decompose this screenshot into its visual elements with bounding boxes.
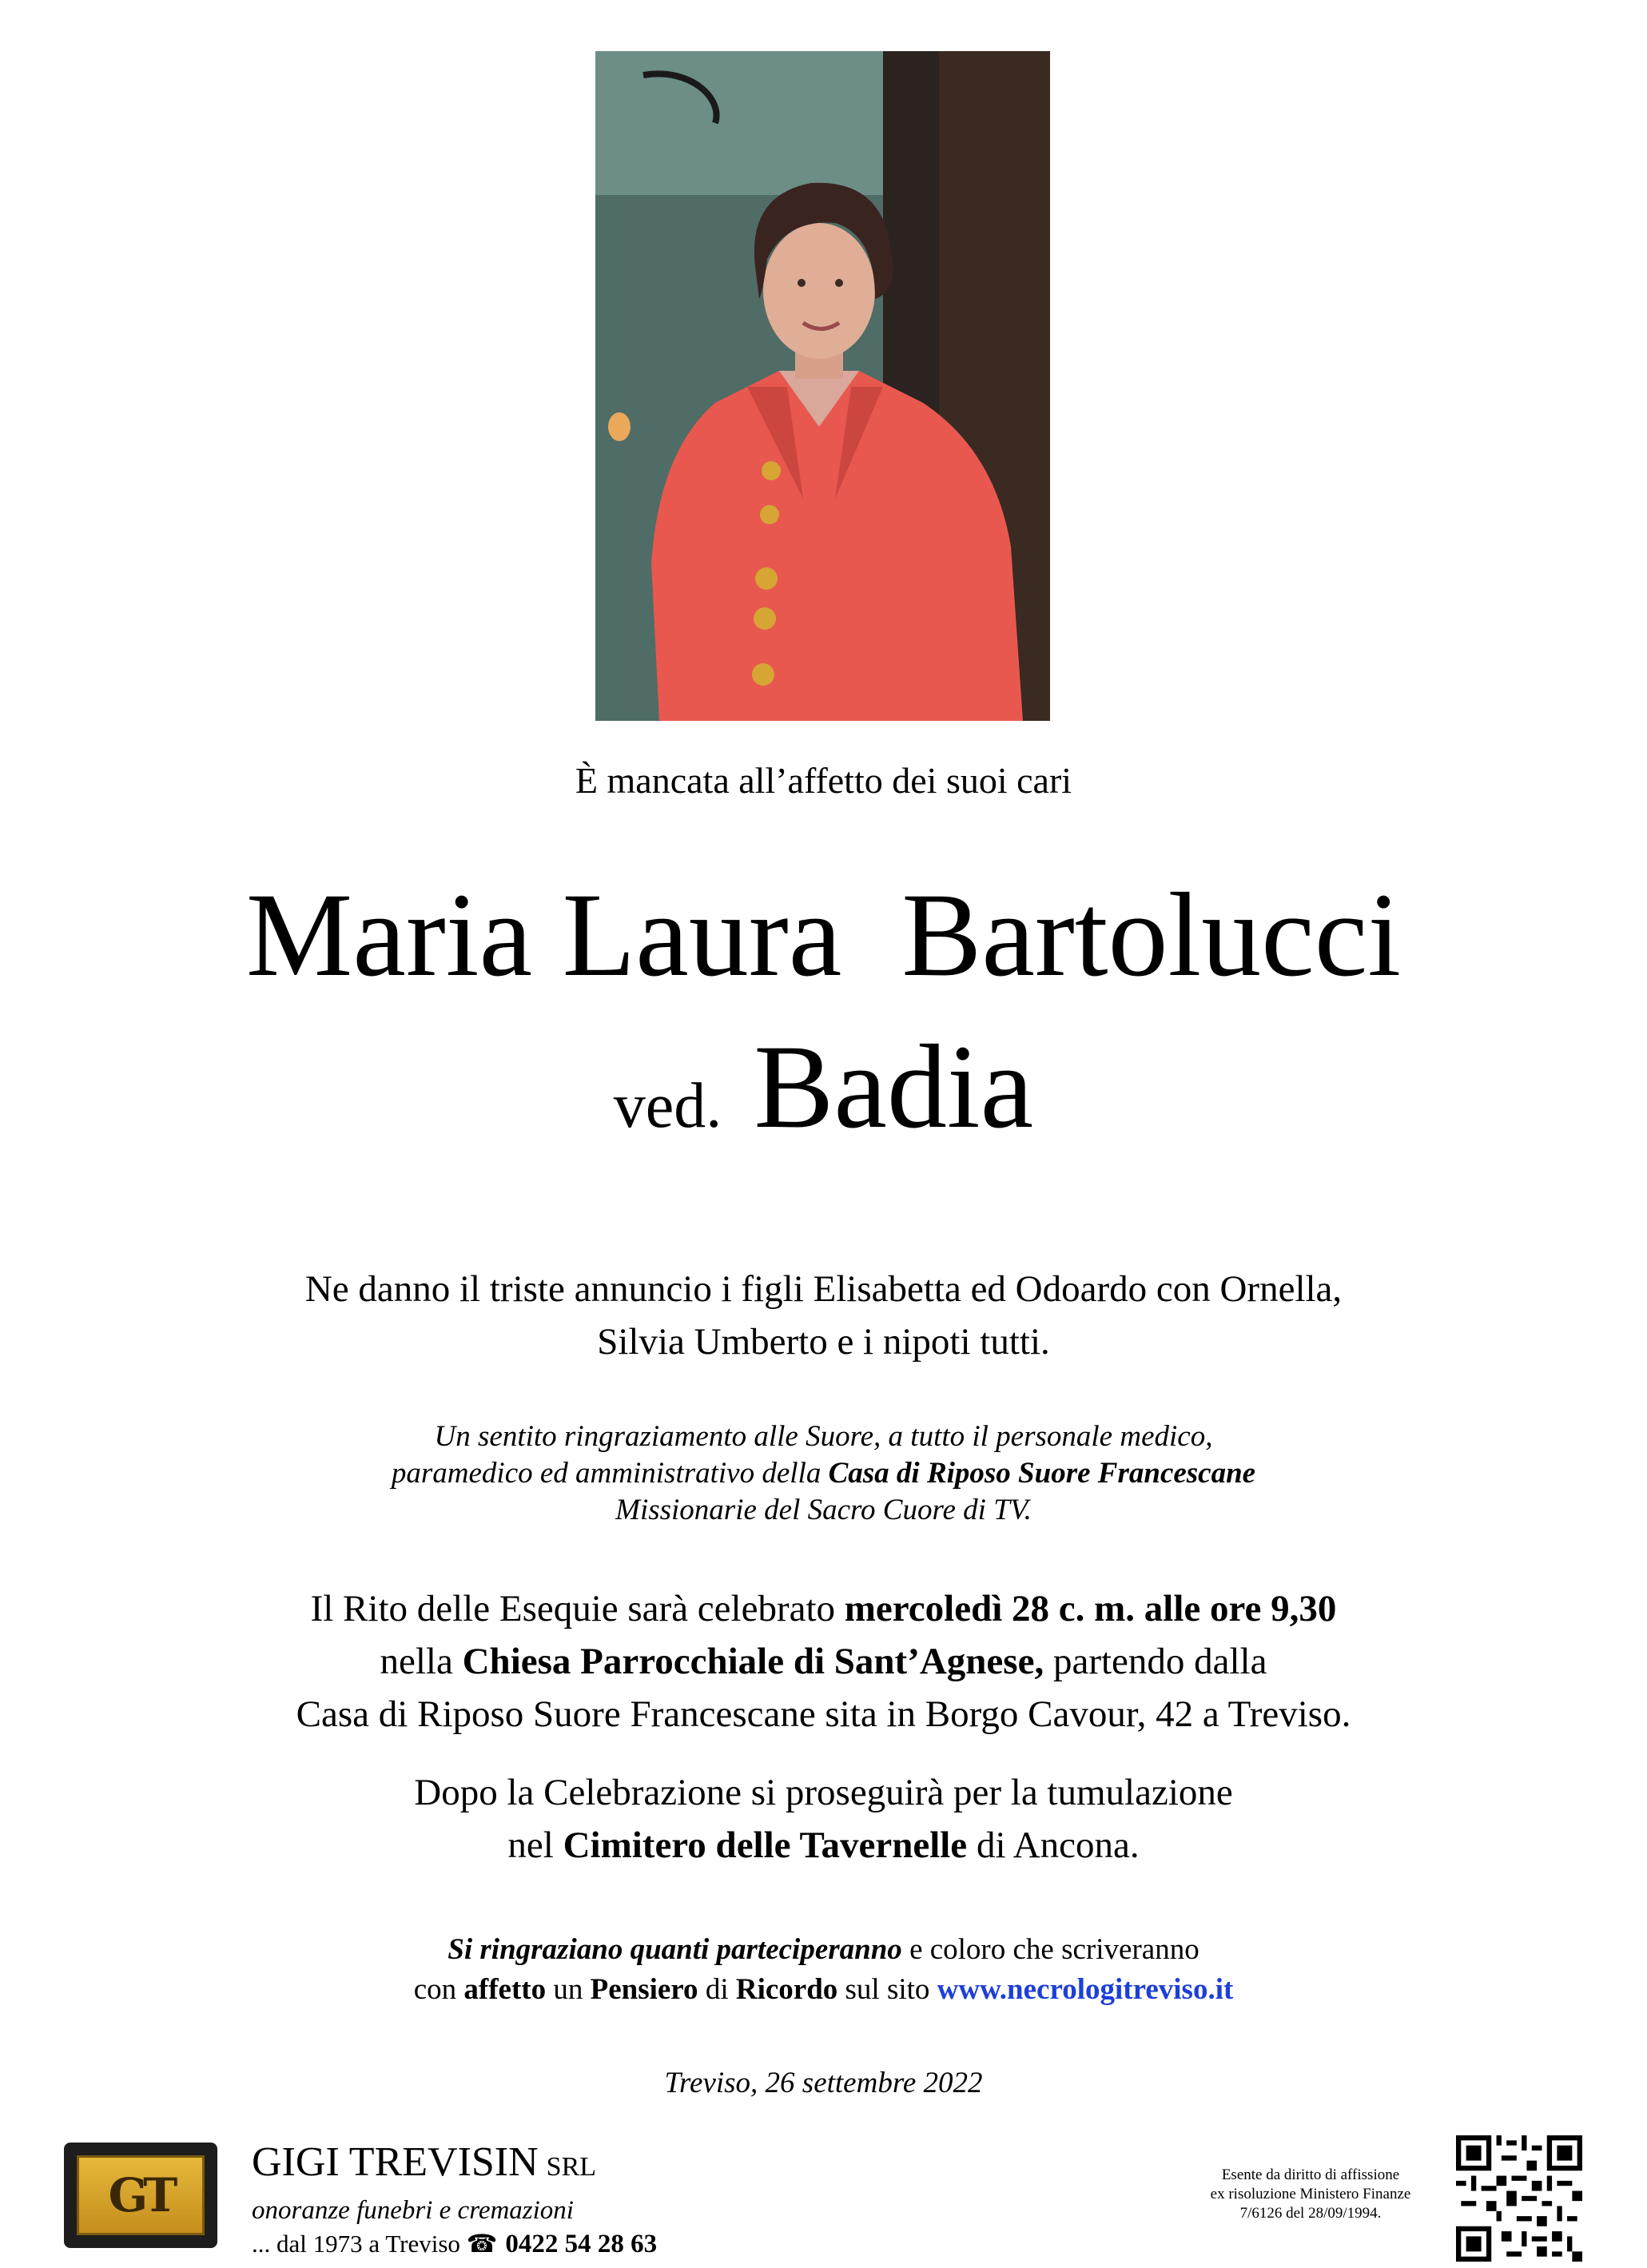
married-surname: Badia bbox=[754, 1021, 1034, 1153]
closing-text: un bbox=[546, 1973, 591, 2006]
phone-icon: ☎ bbox=[466, 2230, 498, 2258]
burial-line bbox=[0, 1819, 1647, 1872]
thanks-text: paramedico ed amministrativo della bbox=[391, 1457, 829, 1490]
company-logo bbox=[64, 2143, 217, 2248]
deceased-name: Maria Laura Bartolucci bbox=[245, 869, 1402, 1001]
closing-line bbox=[0, 1970, 1647, 2010]
intro-text: È mancata all’affetto dei suoi cari bbox=[575, 760, 1072, 801]
closing-text: di bbox=[698, 1973, 736, 2006]
company-name bbox=[252, 2139, 596, 2186]
closing-bold: affetto bbox=[463, 1973, 547, 2006]
rite-text: partendo dalla bbox=[1044, 1641, 1267, 1682]
thanks-note bbox=[0, 1418, 1647, 1529]
closing-text: e coloro che scriveranno bbox=[901, 1933, 1199, 1966]
rite-line bbox=[0, 1635, 1647, 1688]
closing-bold: Ricordo bbox=[735, 1973, 838, 2006]
closing-emphasis: Si ringraziano quanti parteciperanno bbox=[448, 1933, 902, 1966]
logo-monogram: GT bbox=[77, 2155, 205, 2235]
announcement bbox=[0, 1263, 1647, 1368]
rite-text: nella bbox=[380, 1641, 463, 1682]
closing-text: sul sito bbox=[837, 1973, 937, 2006]
burial-text: di Ancona. bbox=[967, 1824, 1140, 1866]
company-tagline: onoranze funebri e cremazioni bbox=[252, 2196, 574, 2225]
closing-text: con bbox=[413, 1973, 464, 2006]
announcement-line: Ne danno il triste annuncio i figli Elisabetta ed Odoardo con Ornella, bbox=[304, 1268, 1343, 1310]
company-title: GIGI TREVISIN bbox=[252, 2139, 539, 2185]
company-since bbox=[252, 2230, 657, 2259]
exemption-line: ex risoluzione Ministero Finanze bbox=[1210, 2186, 1411, 2202]
thanks-line: Missionarie del Sacro Cuore di TV. bbox=[615, 1494, 1032, 1526]
announcement-line: Silvia Umberto e i nipoti tutti. bbox=[597, 1321, 1050, 1363]
rite-datetime: mercoledì 28 c. m. alle ore 9,30 bbox=[844, 1588, 1337, 1629]
burial-text: nel bbox=[507, 1824, 563, 1866]
phone-number[interactable]: 0422 54 28 63 bbox=[505, 2230, 658, 2258]
burial-line: Dopo la Celebrazione si proseguirà per la tumulazione bbox=[414, 1772, 1233, 1813]
closing-line bbox=[0, 1930, 1647, 1970]
thanks-line bbox=[0, 1455, 1647, 1492]
since-text: ... dal 1973 a Treviso bbox=[252, 2230, 460, 2258]
church-name: Chiesa Parrocchiale di Sant’Agnese, bbox=[462, 1641, 1044, 1682]
qr-code[interactable] bbox=[1456, 2135, 1582, 2262]
closing-bold: Pensiero bbox=[590, 1973, 698, 2006]
rite-line bbox=[0, 1582, 1647, 1635]
married-name bbox=[0, 1021, 1647, 1153]
website-link[interactable]: www.necrologitreviso.it bbox=[937, 1973, 1234, 2006]
rite-text: Il Rito delle Esequie sarà celebrato bbox=[310, 1588, 845, 1629]
cemetery-name: Cimitero delle Tavernelle bbox=[563, 1824, 968, 1866]
exemption-note bbox=[1175, 2166, 1446, 2223]
care-home-name: Casa di Riposo Suore Francescane bbox=[828, 1457, 1256, 1490]
exemption-line: Esente da diritto di affissione bbox=[1221, 2167, 1400, 2183]
thanks-line: Un sentito ringraziamento alle Suore, a tutto il personale medico, bbox=[434, 1420, 1213, 1453]
funeral-rite bbox=[0, 1582, 1647, 1741]
burial-info bbox=[0, 1766, 1647, 1872]
ved-label: ved. bbox=[613, 1071, 722, 1141]
portrait-photo bbox=[595, 51, 1050, 721]
exemption-line: 7/6126 del 28/09/1994. bbox=[1239, 2205, 1382, 2222]
notice-date: Treviso, 26 settembre 2022 bbox=[664, 2067, 983, 2099]
closing-thanks bbox=[0, 1930, 1647, 2010]
company-suffix: SRL bbox=[546, 2152, 597, 2182]
rite-line: Casa di Riposo Suore Francescane sita in Borgo Cavour, 42 a Treviso. bbox=[296, 1693, 1351, 1735]
